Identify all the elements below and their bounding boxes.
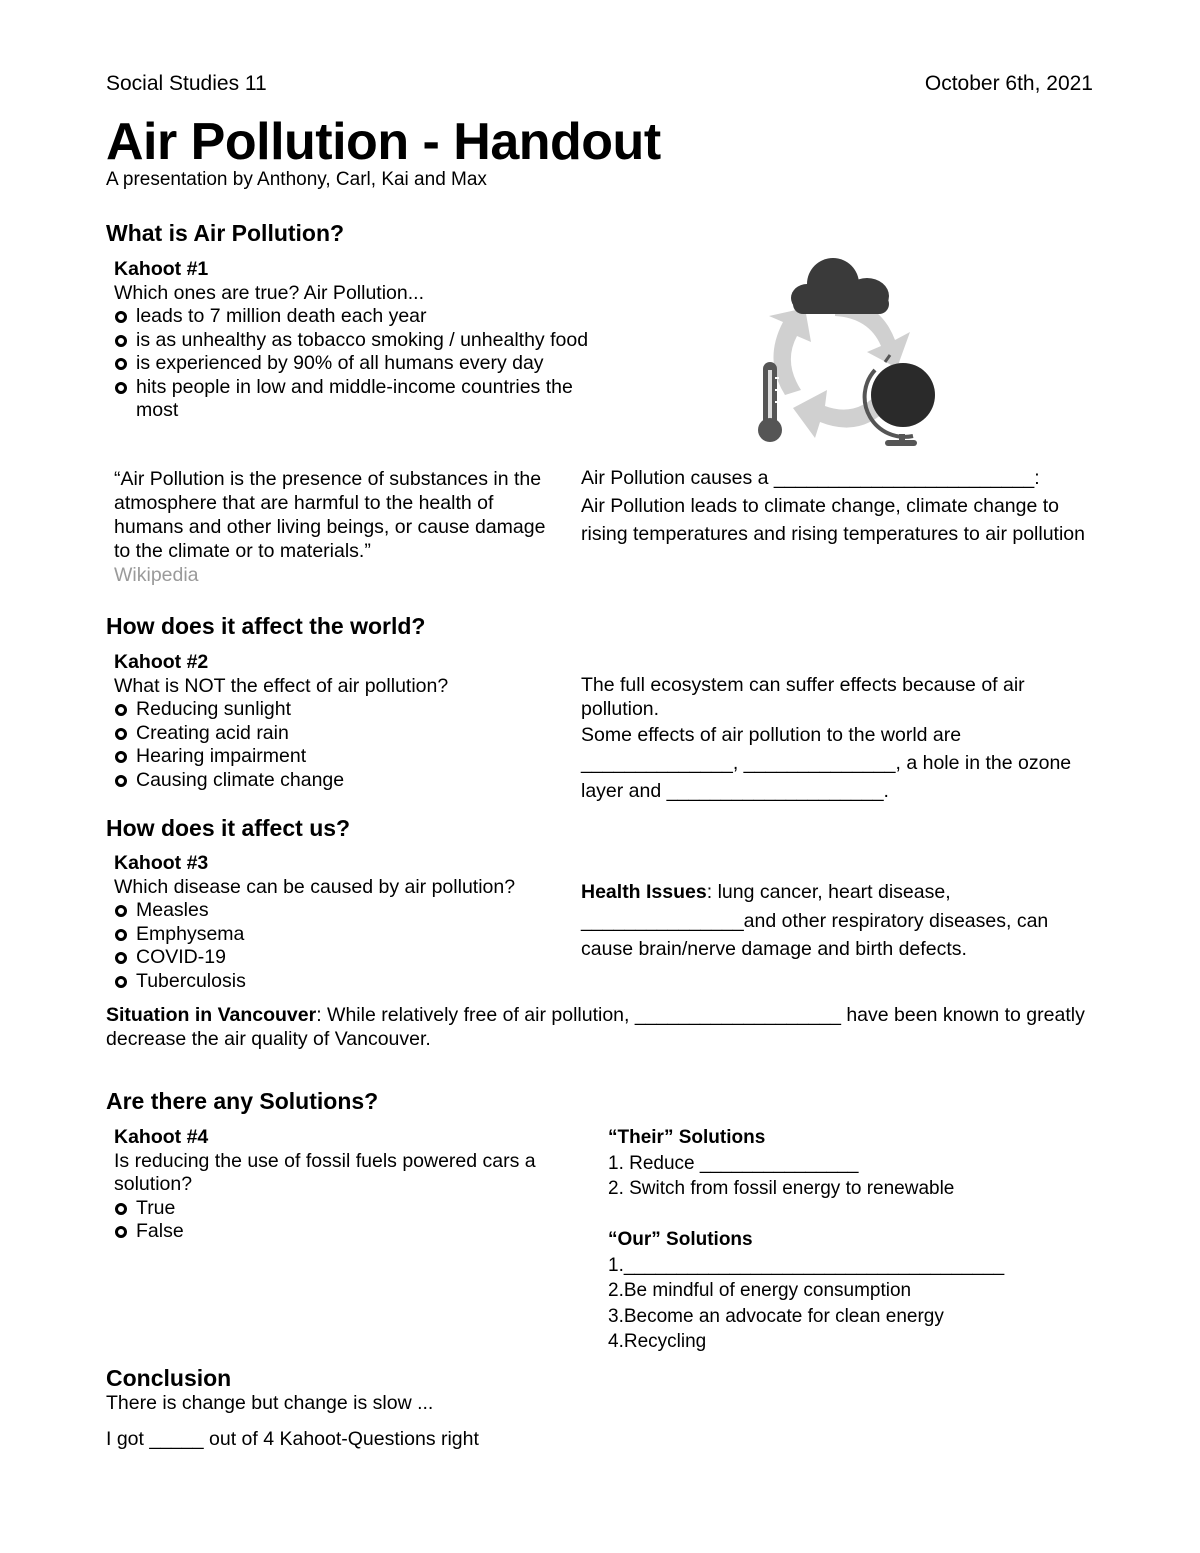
kahoot-2-option: Hearing impairment [114, 745, 594, 769]
section-heading-us: How does it affect us? [106, 815, 351, 841]
kahoot-1-question: Which ones are true? Air Pollution... [114, 281, 424, 304]
radio-bullet-icon [115, 335, 127, 347]
globe-icon [865, 355, 935, 446]
kahoot-4-option: False [114, 1220, 594, 1244]
kahoot-1-option: is experienced by 90% of all humans every day [114, 352, 590, 376]
health-issues-text [581, 878, 1081, 964]
kahoot-1-option: leads to 7 million death each year [114, 305, 590, 329]
health-issues-label: Health Issues [581, 881, 707, 903]
radio-bullet-icon [115, 728, 127, 740]
their-solutions [608, 1125, 954, 1202]
vancouver-label: Situation in Vancouver [106, 1004, 317, 1026]
our-solution-item: 2.Be mindful of energy consumption [608, 1280, 912, 1301]
kahoot-1-title: Kahoot #1 [114, 258, 209, 280]
document-date: October 6th, 2021 [924, 72, 1093, 95]
cycle-text-fill-in: Air Pollution causes a ________________________: [581, 467, 1040, 489]
radio-bullet-icon [115, 311, 127, 323]
cycle-text [581, 464, 1091, 548]
kahoot-3-option: COVID-19 [114, 946, 594, 970]
kahoot-2-option: Causing climate change [114, 769, 594, 793]
radio-bullet-icon [115, 382, 127, 394]
kahoot-3-question: Which disease can be caused by air pollution? [114, 875, 516, 898]
effects-fill-in: Some effects of air pollution to the world are ______________, ______________, a hole in the ozone layer and ____________________. [581, 724, 1072, 802]
kahoot-4-block [114, 1126, 594, 1244]
their-solution-item: 1. Reduce _______________ [608, 1152, 859, 1174]
vancouver-body: : While relatively free of air pollution, ___________________ have been known to greatly decrease the air quality of Vancouver. [106, 1004, 1085, 1050]
ecosystem-text: The full ecosystem can suffer effects because of air pollution. [581, 674, 1025, 720]
our-solution-item: 3.Become an advocate for clean energy [608, 1305, 944, 1327]
kahoot-3-option: Measles [114, 899, 594, 923]
cycle-illustration [745, 250, 945, 450]
section-heading-what-is: What is Air Pollution? [106, 220, 345, 246]
course-name: Social Studies 11 [106, 72, 267, 95]
conclusion-heading: Conclusion [106, 1365, 232, 1391]
kahoot-3-block [114, 852, 594, 993]
our-solution-item: 4.Recycling [608, 1331, 707, 1352]
kahoot-2-option: Creating acid rain [114, 722, 594, 746]
vancouver-text [106, 1003, 1101, 1051]
our-solutions [608, 1227, 1004, 1355]
radio-bullet-icon [115, 929, 127, 941]
cycle-text-explanation: Air Pollution leads to climate change, climate change to rising temperatures and rising temperatures to air pollution [581, 495, 1086, 545]
section-heading-world: How does it affect the world? [106, 613, 426, 639]
kahoot-2-block [114, 651, 594, 792]
radio-bullet-icon [115, 976, 127, 988]
kahoot-1-block [114, 258, 594, 423]
radio-bullet-icon [115, 358, 127, 370]
quote-source: Wikipedia [114, 564, 199, 586]
kahoot-3-title: Kahoot #3 [114, 852, 209, 874]
page-subtitle: A presentation by Anthony, Carl, Kai and Max [106, 169, 487, 190]
section-heading-solutions: Are there any Solutions? [106, 1088, 379, 1114]
radio-bullet-icon [115, 704, 127, 716]
kahoot-2-title: Kahoot #2 [114, 651, 209, 673]
cloud-icon [791, 258, 889, 314]
radio-bullet-icon [115, 1203, 127, 1215]
radio-bullet-icon [115, 1226, 127, 1238]
kahoot-1-option: hits people in low and middle-income countries the most [114, 376, 590, 423]
conclusion-text: There is change but change is slow ... [106, 1392, 434, 1414]
radio-bullet-icon [115, 905, 127, 917]
world-effects-text [581, 673, 1081, 805]
radio-bullet-icon [115, 952, 127, 964]
score-fill-in: I got _____ out of 4 Kahoot-Questions right [106, 1428, 479, 1450]
kahoot-1-option: is as unhealthy as tobacco smoking / unhealthy food [114, 329, 590, 353]
kahoot-2-option: Reducing sunlight [114, 698, 594, 722]
our-solution-item: 1.____________________________________ [608, 1254, 1005, 1276]
their-solutions-heading: “Their” Solutions [608, 1127, 766, 1148]
radio-bullet-icon [115, 751, 127, 763]
our-solutions-heading: “Our” Solutions [608, 1229, 753, 1250]
kahoot-4-option: True [114, 1197, 594, 1221]
kahoot-3-option: Emphysema [114, 923, 594, 947]
kahoot-2-question: What is NOT the effect of air pollution? [114, 674, 449, 697]
their-solution-item: 2. Switch from fossil energy to renewable [608, 1178, 955, 1199]
kahoot-4-title: Kahoot #4 [114, 1126, 209, 1148]
quote-text: “Air Pollution is the presence of substances in the atmosphere that are harmful to the health of humans and other living beings, or cause damage to the climate or to materials.” [114, 468, 546, 562]
page-title: Air Pollution - Handout [106, 113, 661, 171]
definition-quote [114, 467, 564, 587]
kahoot-3-option: Tuberculosis [114, 970, 594, 994]
radio-bullet-icon [115, 775, 127, 787]
health-issues-body: : lung cancer, heart disease, _______________and other respiratory diseases, can cause brain/nerve damage and birth defects. [581, 881, 1049, 960]
kahoot-4-question: Is reducing the use of fossil fuels powered cars a solution? [114, 1149, 536, 1195]
